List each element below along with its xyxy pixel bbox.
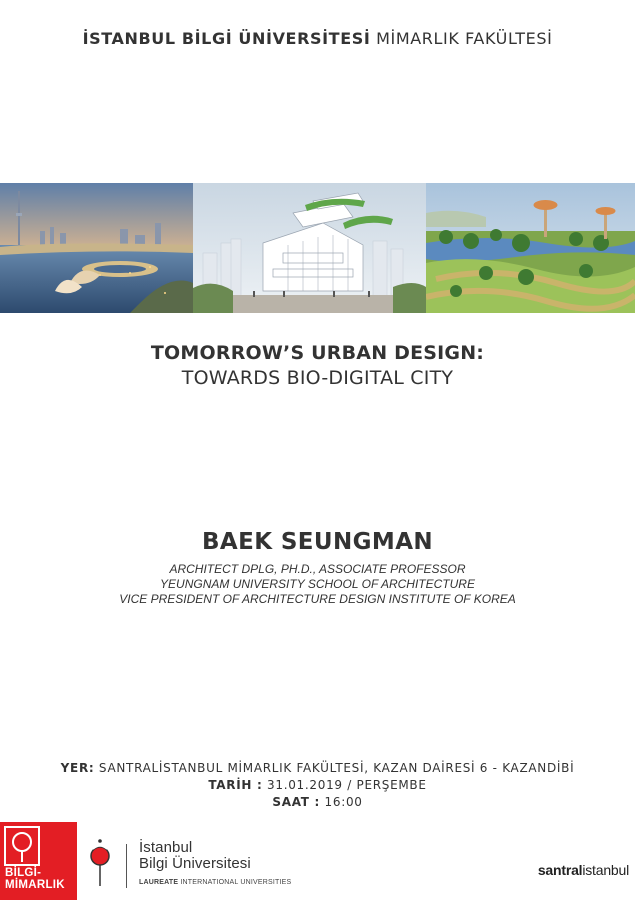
time-label: SAAT : [272, 795, 321, 809]
university-name: İSTANBUL BİLGİ ÜNİVERSİTESİ [82, 29, 371, 48]
red-logo-text [5, 867, 65, 891]
santral-rest: istanbul [582, 862, 629, 878]
event-time [0, 794, 635, 811]
time-value: 16:00 [324, 795, 363, 809]
bilgi-line-2: Bilgi Üniversitesi [139, 855, 251, 872]
laureate-tagline [139, 879, 291, 886]
date-value: 31.01.2019 / PERŞEMBE [267, 778, 427, 792]
faculty-header [0, 29, 635, 48]
red-logo-line-1: BİLGİ- [5, 867, 42, 879]
speaker-title-line: VICE PRESIDENT OF ARCHITECTURE DESIGN INSTITUTE OF KOREA [119, 592, 516, 606]
bilgi-line-1: İstanbul [139, 839, 193, 856]
faculty-name: MİMARLIK FAKÜLTESİ [376, 29, 553, 48]
place-value: SANTRALİSTANBUL MİMARLIK FAKÜLTESİ, KAZAN DAİRESİ 6 - KAZANDİBİ [98, 761, 575, 775]
laureate-rest: INTERNATIONAL UNIVERSITIES [180, 879, 292, 886]
pin-logo-icon [0, 822, 77, 868]
event-place [0, 760, 635, 777]
bilgi-mimarlik-logo [0, 822, 77, 900]
green-landscape-render [426, 183, 635, 313]
footer-divider [126, 844, 127, 888]
date-label: TARİH : [208, 778, 263, 792]
futuristic-building-render [193, 183, 426, 313]
lecture-title [0, 342, 635, 389]
laureate-bold: LAUREATE [139, 879, 179, 886]
santralistanbul-logo [538, 862, 629, 878]
red-logo-line-2: MİMARLIK [5, 879, 65, 891]
event-info [0, 760, 635, 811]
speaker-titles [0, 562, 635, 607]
santral-bold: santral [537, 862, 583, 878]
speaker-name: BAEK SEUNGMAN [201, 529, 434, 555]
event-date [0, 777, 635, 794]
place-label: YER: [60, 761, 95, 775]
title-line-1: TOMORROW’S URBAN DESIGN: [150, 342, 485, 364]
image-strip [0, 183, 635, 313]
bilgi-university-logo [139, 840, 291, 886]
bilgi-pin-icon [88, 838, 112, 890]
city-waterfront-photo [0, 183, 193, 313]
speaker-title-line: YEUNGNAM UNIVERSITY SCHOOL OF ARCHITECTURE [160, 577, 475, 591]
speaker-block [0, 529, 635, 607]
speaker-title-line: ARCHITECT DPLG, PH.D., ASSOCIATE PROFESSOR [169, 562, 466, 576]
title-line-2: TOWARDS BIO-DIGITAL CITY [181, 367, 454, 389]
